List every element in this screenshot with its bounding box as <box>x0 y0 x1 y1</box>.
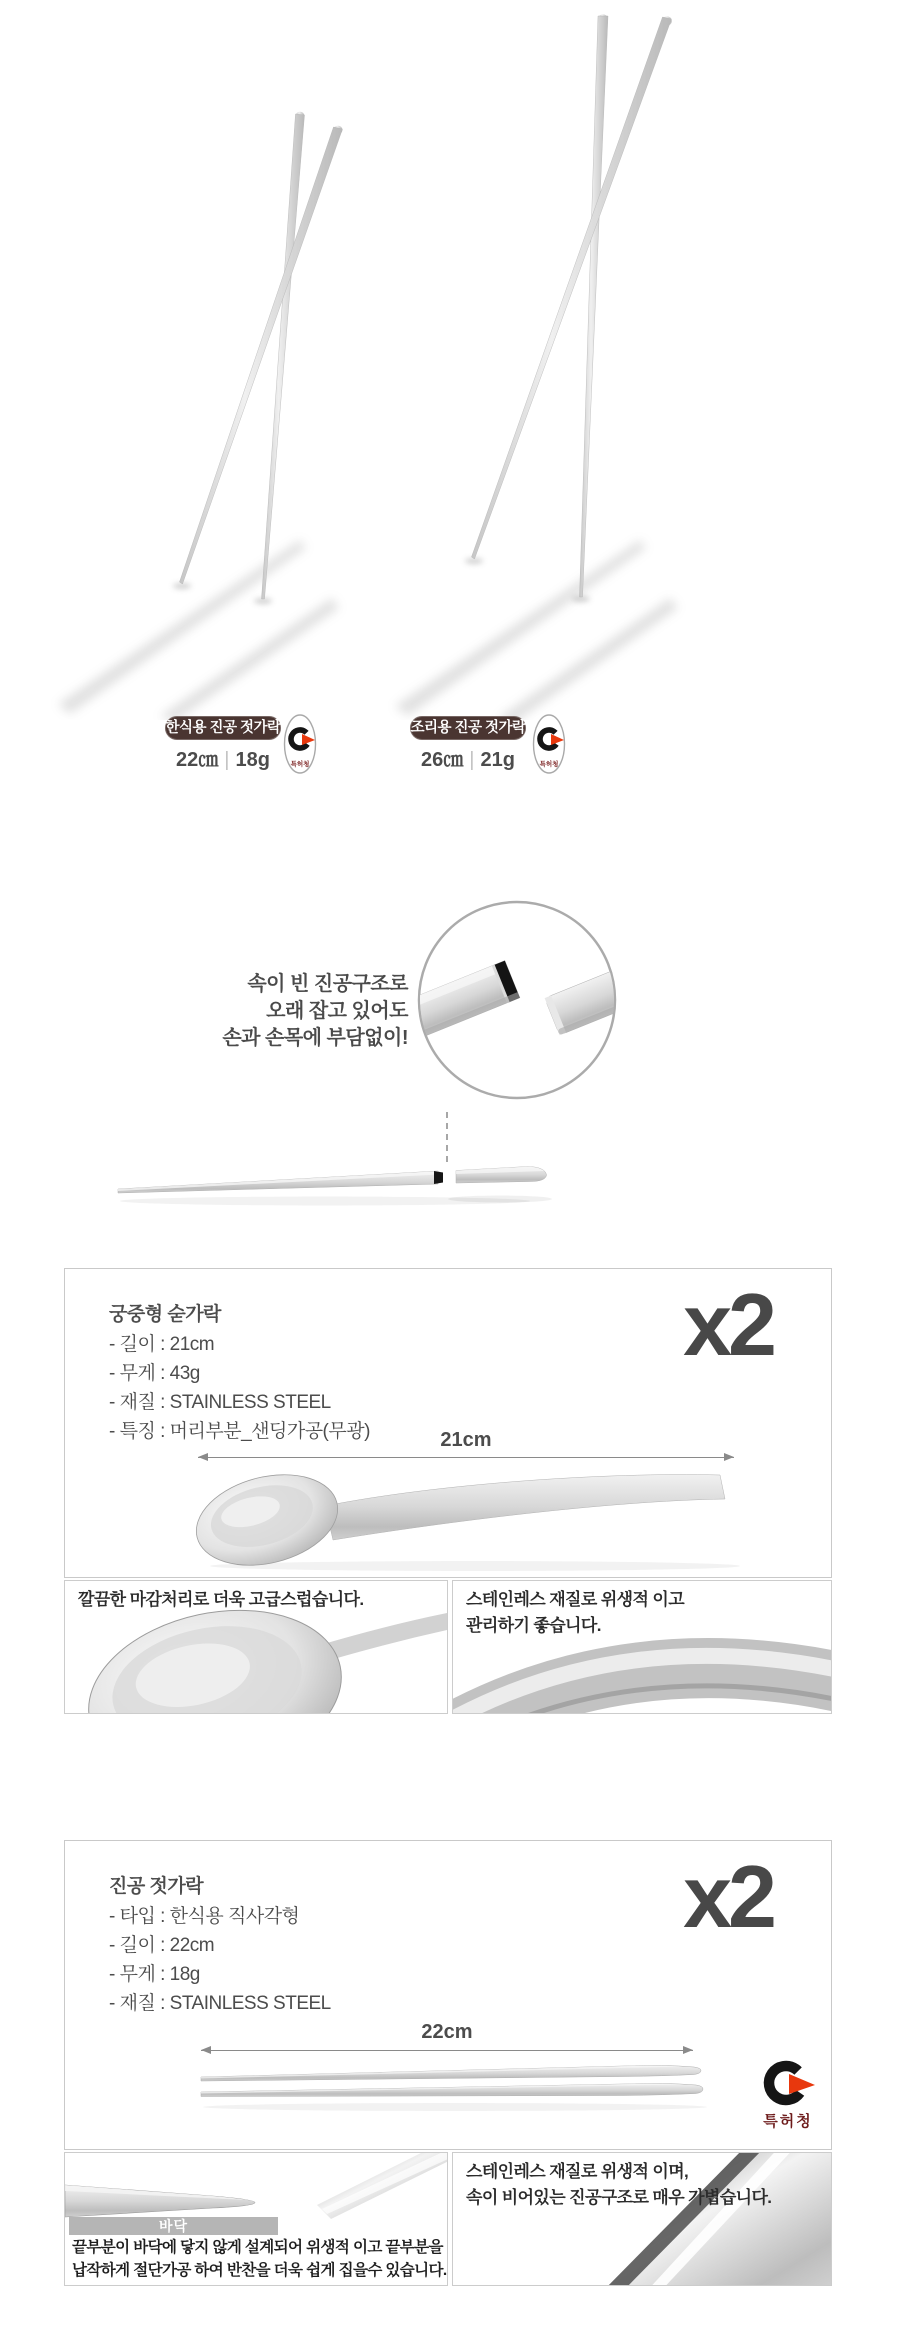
spec-title: 궁중형 숟가락 <box>109 1304 221 1325</box>
spec-line: - 길이 : 22cm <box>109 1935 215 1956</box>
patent-office-badge-icon <box>532 713 566 775</box>
patent-badge-text: 특허청 <box>290 761 310 768</box>
caption-line: 끝부분이 바닥에 닿지 않게 설계되어 위생적 이고 끝부분을 <box>72 2239 443 2256</box>
patent-badge-text: 특허청 <box>539 761 559 768</box>
caption-line: 관리하기 좋습니다. <box>466 1616 601 1635</box>
measurement-label: 22cm <box>421 2021 473 2043</box>
material-caption-text <box>466 2159 771 2211</box>
spec-line: - 무게 : 18g <box>109 1964 200 1985</box>
spoon-hygiene-caption-box <box>452 1580 832 1714</box>
quantity-label: x2 <box>683 1847 773 1946</box>
chopstick-material-caption-box <box>452 2152 832 2286</box>
measurement-arrow <box>198 1457 734 1458</box>
chopstick-spec-box <box>64 1840 832 2150</box>
weight-value: 18g <box>235 749 270 771</box>
product-name-pill-22cm: 한식용 진공 젓가락 <box>165 716 281 740</box>
chopstick-tip-caption-box <box>64 2152 448 2286</box>
size-value: 22㎝ <box>176 749 219 771</box>
caption-line: 스테인레스 재질로 위생적 이며, <box>466 2162 689 2181</box>
patent-badge-text: 특허청 <box>763 2113 813 2130</box>
callout-line: 손과 손목에 부담없이! <box>222 1027 408 1049</box>
weight-value: 21g <box>480 749 515 771</box>
spec-line: - 재질 : STAINLESS STEEL <box>109 1392 331 1413</box>
spoon-finish-caption-box <box>64 1580 448 1714</box>
size-separator: | <box>469 749 475 771</box>
finish-caption-text: 깔끔한 마감처리로 더욱 고급스럽습니다. <box>78 1590 364 1609</box>
floor-label: 바닥 <box>158 2218 189 2234</box>
standing-chopsticks-illustration <box>0 0 900 720</box>
spec-title: 진공 젓가락 <box>109 1876 204 1897</box>
spec-list <box>109 1902 331 2018</box>
cut-chopstick-illustration <box>100 1150 600 1212</box>
callout-line: 속이 빈 진공구조로 <box>247 973 408 995</box>
spec-line: - 길이 : 21cm <box>109 1334 215 1355</box>
chopstick-pair-22cm <box>180 112 343 599</box>
caption-line: 속이 비어있는 진공구조로 매우 가볍습니다. <box>466 2188 772 2207</box>
spoon-illustration <box>175 1464 755 1576</box>
product-name-pill-26cm: 조리용 진공 젓가락 <box>410 716 526 740</box>
measurement-label: 21cm <box>440 1429 492 1451</box>
spoon-spec-box <box>64 1268 832 1578</box>
measurement-arrow <box>201 2050 693 2051</box>
hygiene-caption-text <box>466 1587 684 1639</box>
hollow-structure-callout <box>150 971 408 1052</box>
chopstick-pair-26cm <box>472 14 672 597</box>
callout-line: 오래 잡고 있어도 <box>266 1000 408 1022</box>
spec-line: - 무게 : 43g <box>109 1363 200 1384</box>
patent-office-badge-icon <box>283 713 317 775</box>
chopstick-pair-illustration <box>193 2057 717 2115</box>
product-size-weight-22cm <box>148 743 298 772</box>
chopstick-shadows <box>58 540 678 720</box>
caption-line: 납작하게 절단가공 하여 반찬을 더욱 쉽게 집을수 있습니다. <box>72 2262 447 2279</box>
spec-line: - 특징 : 머리부분_샌딩가공(무광) <box>109 1421 370 1442</box>
product-size-weight-26cm <box>393 743 543 772</box>
tip-caption-text <box>72 2236 447 2282</box>
patent-office-badge-large-icon <box>748 2055 830 2133</box>
hollow-structure-inset <box>415 898 619 1102</box>
spec-line: - 재질 : STAINLESS STEEL <box>109 1993 331 2014</box>
size-separator: | <box>224 749 230 771</box>
spec-line: - 타입 : 한식용 직사각형 <box>109 1906 300 1927</box>
quantity-label: x2 <box>683 1275 773 1374</box>
caption-line: 스테인레스 재질로 위생적 이고 <box>466 1590 685 1609</box>
size-value: 26㎝ <box>421 749 464 771</box>
